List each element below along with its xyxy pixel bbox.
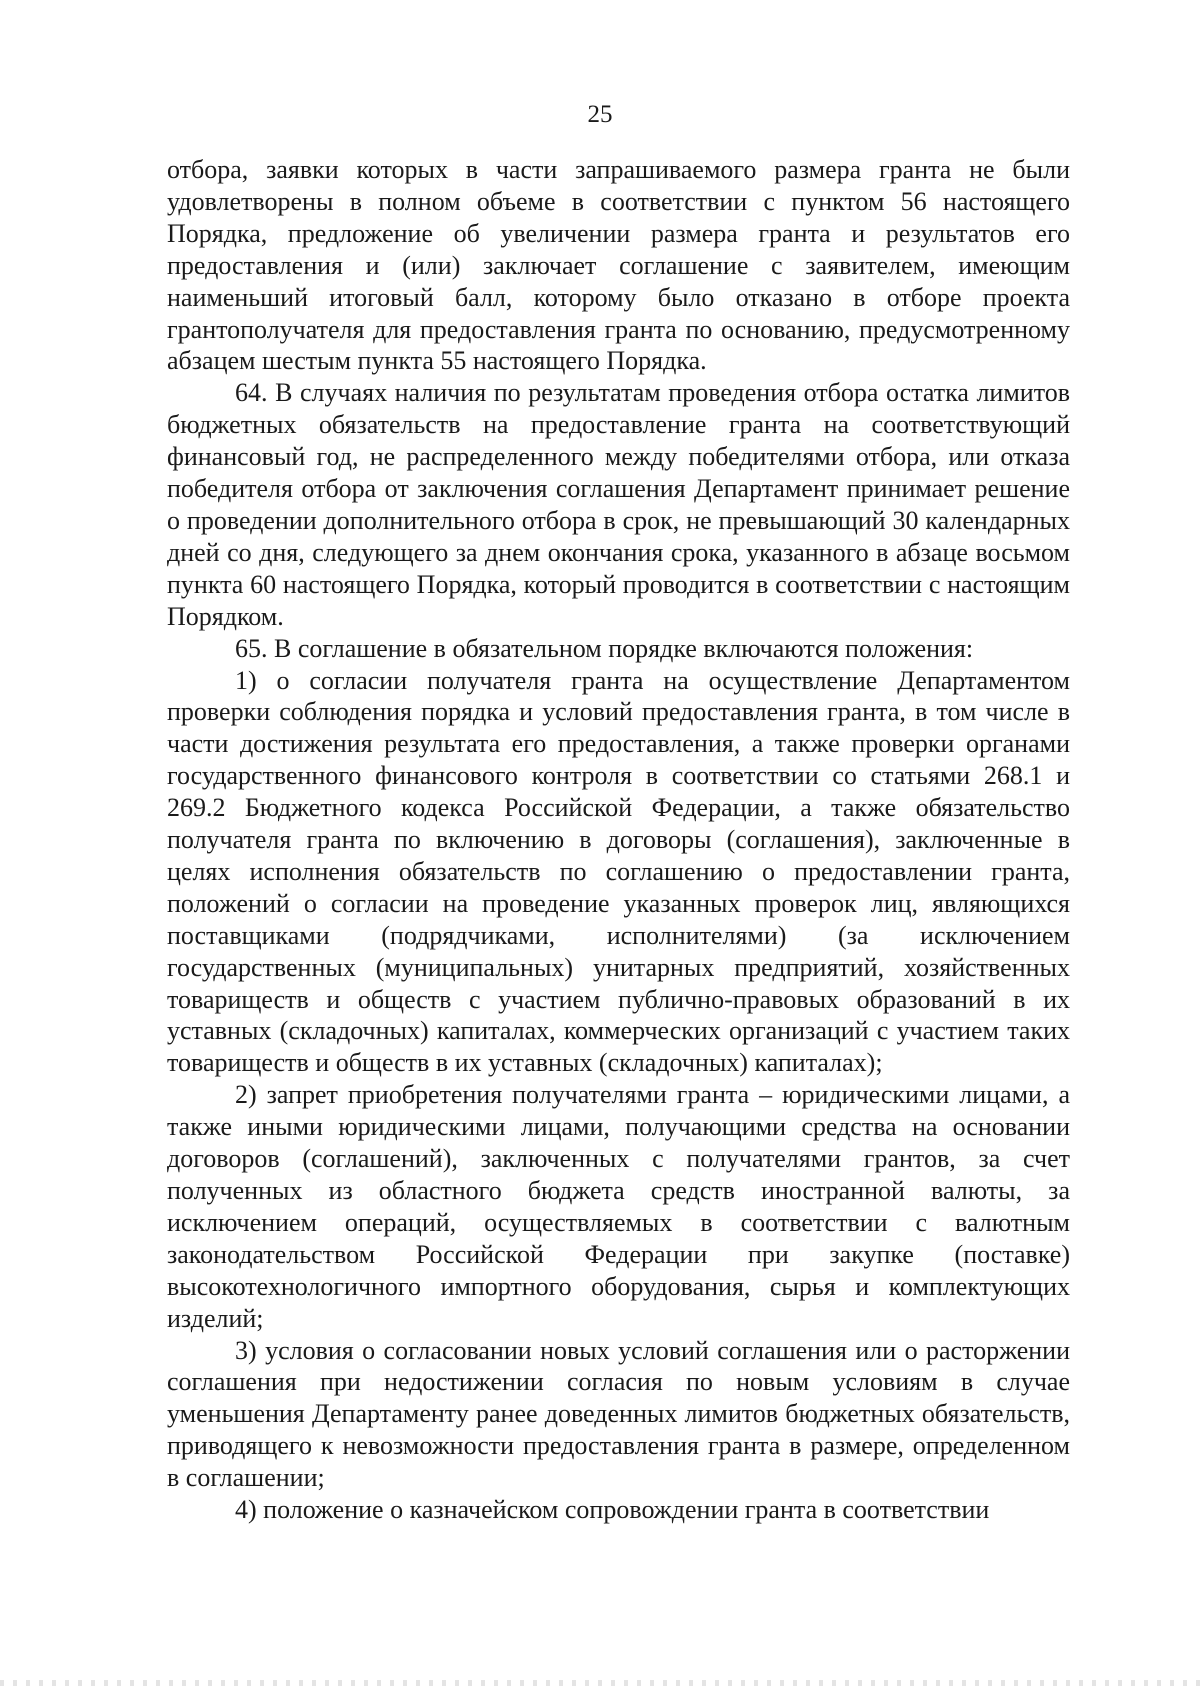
paragraph-64: 64. В случаях наличия по результатам проведения отбора остатка лимитов бюджетных обязательств на предоставление гранта на соответствующий финансовый год, не распределенного между победителями отбора, или отказа победителя отбора от заключения соглашения Департамент принимает решение о проведении дополнительного отбора в срок, не превышающий 30 календарных дней со дня, следующего за днем окончания срока, указанного в абзаце восьмом пункта 60 настоящего Порядка, который проводится в соответствии с настоящим Порядком. [167, 378, 1070, 631]
document-body [167, 154, 1070, 1526]
paragraph-65: 65. В соглашение в обязательном порядке включаются положения: [235, 633, 974, 663]
page-number: 25 [587, 101, 613, 128]
list-item-3: 3) условия о согласовании новых условий соглашения или о расторжении соглашения при недостижении согласия по новым условиям в случае уменьшения Департаменту ранее доведенных лимитов бюджетных обязательств, приводящего к невозможности предоставления гранта в размере, определенном в соглашении; [167, 1335, 1070, 1493]
list-item-1: 1) о согласии получателя гранта на осуществление Департаментом проверки соблюдения порядка и условий предоставления гранта, в том числе в части достижения результата его предоставления, а также проверки органами государственного финансового контроля в соответствии со статьями 268.1 и 269.2 Бюджетного кодекса Российской Федерации, а также обязательство получателя гранта по включению в договоры (соглашения), заключенные в целях исполнения обязательств по соглашению о предоставлении гранта, положений о согласии на проведение указанных проверок лиц, являющихся поставщиками (подрядчиками, исполнителями) (за исключением государственных (муниципальных) унитарных предприятий, хозяйственных товариществ и обществ с участием публично-правовых образований в их уставных (складочных) капиталах, коммерческих организаций с участием таких товариществ и обществ в их уставных (складочных) капиталах); [167, 665, 1070, 1078]
list-item-4: 4) положение о казначейском сопровождении гранта в соответствии [235, 1495, 990, 1525]
scan-edge-artifact [0, 1680, 1200, 1686]
paragraph-continuation: отбора, заявки которых в части запрашиваемого размера гранта не были удовлетворены в полном объеме в соответствии с пунктом 56 настоящего Порядка, предложение об увеличении размера гранта и результатов его предоставления и (или) заключает соглашение с заявителем, имеющим наименьший итоговый балл, которому было отказано в отборе проекта грантополучателя для предоставления гранта по основанию, предусмотренному абзацем шестым пункта 55 настоящего Порядка. [167, 155, 1070, 376]
list-item-2: 2) запрет приобретения получателями гранта – юридическими лицами, а также иными юридическими лицами, получающими средства на основании договоров (соглашений), заключенных с получателями грантов, за счет полученных из областного бюджета средств иностранной валюты, за исключением операций, осуществляемых в соответствии с валютным законодательством Российской Федерации при закупке (поставке) высокотехнологичного импортного оборудования, сырья и комплектующих изделий; [167, 1080, 1070, 1333]
